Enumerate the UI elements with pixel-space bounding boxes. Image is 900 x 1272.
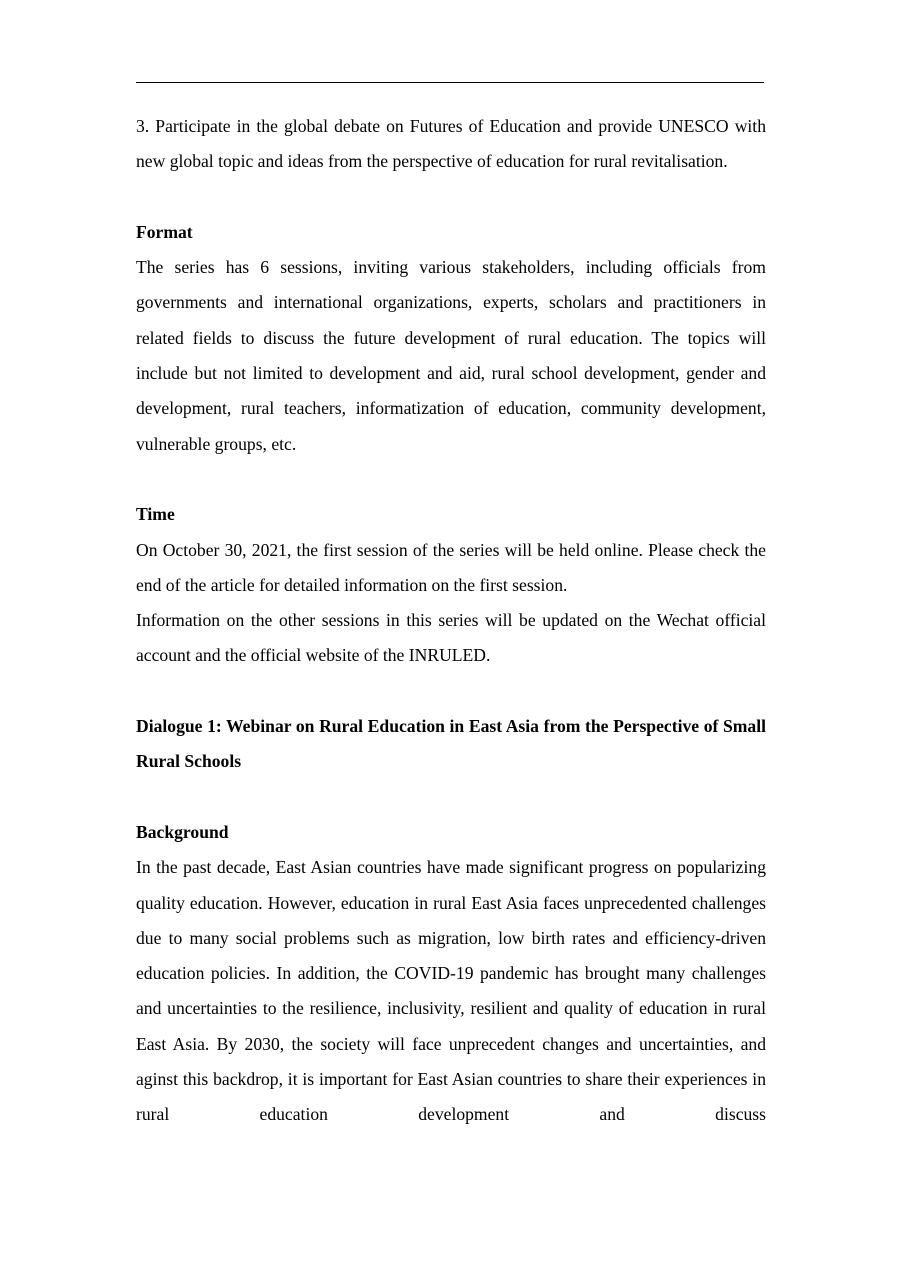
spacer — [136, 674, 766, 709]
spacer — [136, 780, 766, 815]
background-paragraph: In the past decade, East Asian countries have made significant progress on popularizing quality education. However, education in rural East Asia faces unprecedented challenges due to many social problems such as migration, low birth rates and efficiency-driven education policies. In addition, the COVID-19 pandemic has brought many challenges and uncertainties to the resilience, inclusivity, resilient and quality of education in rural East Asia. By 2030, the society will face unprecedent changes and uncertainties, and aginst this backdrop, it is important for East Asian countries to share their experiences in rural education development and discuss — [136, 857, 766, 1125]
background-heading: Background — [136, 821, 229, 842]
spacer — [136, 180, 766, 215]
time-heading: Time — [136, 504, 175, 525]
header-rule — [136, 82, 764, 83]
dialogue-heading: Dialogue 1: Webinar on Rural Education in East Asia from the Perspective of Small Rural Schools — [136, 716, 766, 772]
document-body — [136, 109, 766, 1133]
time-paragraph-2: Information on the other sessions in this series will be updated on the Wechat official account and the official website of the INRULED. — [136, 610, 766, 666]
format-paragraph: The series has 6 sessions, inviting various stakeholders, including officials from governments and international organizations, experts, scholars and practitioners in related fields to discuss the future development of rural education. The topics will include but not limited to development and aid, rural school development, gender and development, rural teachers, informatization of education, community development, vulnerable groups, etc. — [136, 257, 766, 454]
format-heading: Format — [136, 221, 193, 242]
spacer — [136, 462, 766, 497]
intro-item-paragraph: 3. Participate in the global debate on Futures of Education and provide UNESCO with new global topic and ideas from the perspective of education for rural revitalisation. — [136, 116, 766, 172]
time-paragraph-1: On October 30, 2021, the first session of the series will be held online. Please check the end of the article for detailed information on the first session. — [136, 539, 766, 595]
